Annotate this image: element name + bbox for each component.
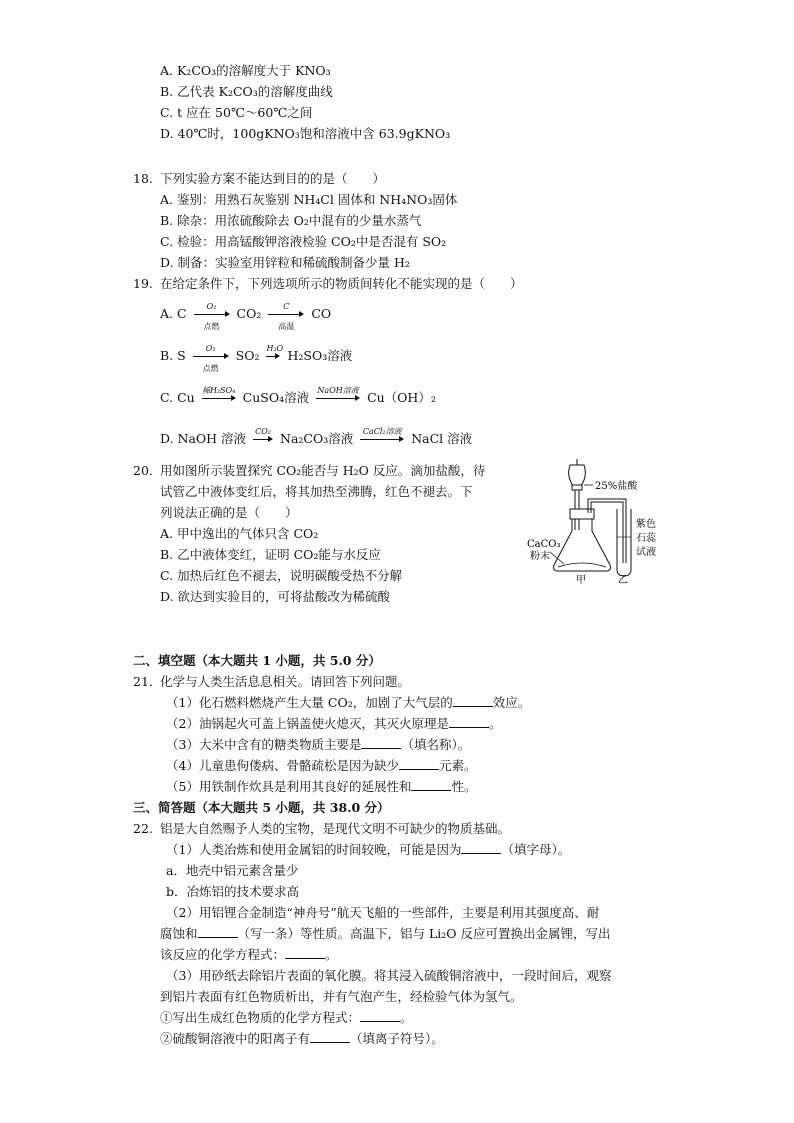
q21-item-5 <box>166 778 476 795</box>
q20-option-b: B. 乙中液体变红，证明 CO₂能与水反应 <box>160 547 381 562</box>
q21-item-5-text: （5）用铁制作炊具是利用其良好的延展性和 <box>166 779 412 794</box>
tube-label: 乙 <box>618 575 628 585</box>
q19-option-d <box>160 427 473 448</box>
q19d-start: D. NaOH 溶液 <box>160 431 247 446</box>
arrow-condition-top: C <box>283 302 290 311</box>
arrow-condition-bottom: 高温 <box>278 322 295 331</box>
answer-blank[interactable] <box>411 778 451 791</box>
q19b-start: B. S <box>160 348 186 363</box>
q21-item-3 <box>166 736 470 753</box>
arrow-condition-top: H₂O <box>266 344 284 353</box>
reaction-arrow <box>193 344 229 373</box>
q21-item-2-text: （2）油锅起火可盖上锅盖使火熄灭，其灭火原理是 <box>166 716 449 731</box>
q18-option-d: D. 制备：实验室用锌粒和稀硫酸制备少量 H₂ <box>160 255 410 270</box>
flask-label: 甲 <box>576 575 586 585</box>
section-fill-blank-title: 二、填空题（本大题共 1 小题，共 5.0 分） <box>133 653 381 668</box>
reaction-arrow <box>360 427 404 448</box>
q20-option-c: C. 加热后红色不褪去，说明碳酸受热不分解 <box>160 568 403 583</box>
q19c-middle: CuSO₄溶液 <box>242 390 310 405</box>
reaction-arrow <box>201 386 236 407</box>
q22-stem: 铝是大自然赐予人类的宝物，是现代文明不可缺少的物质基础。 <box>160 821 511 836</box>
q21-item-4-tail: 元素。 <box>438 758 477 773</box>
q22-part-2-text: 腐蚀和 <box>160 926 198 941</box>
q22-part-3-line1: （3）用砂纸去除铝片表面的氧化膜。将其浸入硫酸铜溶液中，一段时间后，观察 <box>166 968 612 983</box>
q21-item-4-text: （4）儿童患佝偻病、骨骼疏松是因为缺少 <box>166 758 399 773</box>
q19-option-c <box>160 386 436 407</box>
acid-label: 25%盐酸 <box>595 481 638 492</box>
indicator-label-3: 试液 <box>636 547 656 558</box>
q20-option-a: A. 甲中逸出的气体只含 CO₂ <box>160 526 319 541</box>
q18-option-a: A. 鉴别：用熟石灰鉴别 NH₄Cl 固体和 NH₄NO₃固体 <box>160 192 458 207</box>
answer-blank[interactable] <box>310 1030 350 1043</box>
solid-label-line2: 粉末 <box>530 551 550 562</box>
arrow-condition-top: 稀H₂SO₄ <box>201 386 236 395</box>
answer-blank[interactable] <box>461 841 501 854</box>
q19-option-b <box>160 344 353 373</box>
q21-item-4 <box>166 757 476 774</box>
q22-part-1-text: （1）人类冶炼和使用金属铝的时间较晚，可能是因为 <box>166 842 462 857</box>
arrow-condition-top: NaOH溶液 <box>317 386 359 395</box>
q21-item-5-tail: 性。 <box>451 779 477 794</box>
arrow-condition-top: CaCl₂溶液 <box>362 427 402 436</box>
answer-blank[interactable] <box>198 925 238 938</box>
q19-stem: 在给定条件下，下列选项所示的物质间转化不能实现的是（ ） <box>160 276 523 291</box>
q17-option-b: B. 乙代表 K₂CO₃的溶解度曲线 <box>160 84 333 99</box>
q22-part-3-sub2 <box>160 1030 444 1047</box>
q21-item-2 <box>166 715 501 732</box>
q17-option-c: C. t 应在 50℃～60℃之间 <box>160 105 313 120</box>
q19-number: 19. <box>133 276 153 291</box>
q17-option-a: A. K₂CO₃的溶解度大于 KNO₃ <box>160 63 331 78</box>
arrow-condition-top: CO₂ <box>255 427 271 436</box>
indicator-label-2: 石蕊 <box>636 533 656 544</box>
q21-item-1 <box>166 694 530 711</box>
q22-part-3-sub1-end: 。 <box>400 1010 413 1025</box>
q19-option-a <box>160 302 332 331</box>
q19b-middle: SO₂ <box>235 348 260 363</box>
indicator-label-1: 紫色 <box>636 519 656 530</box>
q20-stem-line3: 列说法正确的是（ ） <box>160 505 298 520</box>
q18-option-b: B. 除杂：用浓硫酸除去 O₂中混有的少量水蒸气 <box>160 213 422 228</box>
q22-part-1-tail: （填字母）。 <box>501 842 571 857</box>
q19d-middle: Na₂CO₃溶液 <box>280 431 354 446</box>
q22-part-3-sub2-text: ②硫酸铜溶液中的阳离子有 <box>160 1031 311 1046</box>
reaction-arrow <box>194 302 230 331</box>
q21-item-1-tail: 效应。 <box>492 695 531 710</box>
q22-choice-b: b．冶炼铝的技术要求高 <box>166 884 300 899</box>
q19d-end: NaCl 溶液 <box>411 431 473 446</box>
solid-label-line1: CaCO₃ <box>527 539 561 550</box>
q22-part-2-end: 。 <box>325 947 338 962</box>
answer-blank[interactable] <box>399 757 439 770</box>
q18-option-c: C. 检验：用高锰酸钾溶液检验 CO₂中是否混有 SO₂ <box>160 234 447 249</box>
reaction-arrow <box>316 386 360 407</box>
q18-stem: 下列实验方案不能达到目的的是（ ） <box>160 171 386 186</box>
q19c-end: Cu（OH）₂ <box>367 390 436 405</box>
q22-part-3-sub1-text: ①写出生成红色物质的化学方程式： <box>160 1010 361 1025</box>
answer-blank[interactable] <box>360 1009 400 1022</box>
q22-part-2-line3 <box>160 946 338 963</box>
q22-part-3-sub1 <box>160 1009 413 1026</box>
section-short-answer-title: 三、简答题（本大题共 5 小题，共 38.0 分） <box>133 800 390 815</box>
q22-part-3-sub2-tail: （填离子符号）。 <box>350 1031 444 1046</box>
q22-part-1 <box>166 841 570 858</box>
q22-part-2-line2 <box>160 925 611 942</box>
q22-part-2-line1: （2）用铝锂合金制造“神舟号”航天飞船的一些部件，主要是利用其强度高、耐 <box>166 905 600 920</box>
q19c-start: C. Cu <box>160 390 195 405</box>
q20-stem-line2: 试管乙中液体变红后，将其加热至沸腾，红色不褪去。下 <box>160 484 473 499</box>
reaction-arrow <box>253 427 273 448</box>
q22-number: 22. <box>133 821 153 836</box>
answer-blank[interactable] <box>449 715 489 728</box>
q19a-end: CO <box>311 306 332 321</box>
q22-part-2-tail: （写一条）等性质。高温下，铝与 Li₂O 反应可置换出金属锂，写出 <box>237 926 611 941</box>
answer-blank[interactable] <box>285 946 325 959</box>
answer-blank[interactable] <box>361 736 401 749</box>
reaction-arrow <box>266 344 284 365</box>
q22-choice-a: a．地壳中铝元素含量少 <box>166 863 299 878</box>
answer-blank[interactable] <box>453 694 493 707</box>
q21-number: 21. <box>133 674 153 689</box>
q21-item-1-text: （1）化石燃料燃烧产生大量 CO₂，加剧了大气层的 <box>166 695 453 710</box>
q19a-middle: CO₂ <box>236 306 262 321</box>
arrow-condition-bottom: 点燃 <box>202 364 219 373</box>
apparatus-figure <box>520 455 665 585</box>
q17-option-d: D. 40℃时，100gKNO₃饱和溶液中含 63.9gKNO₃ <box>160 126 451 141</box>
q21-stem: 化学与人类生活息息相关。请回答下列问题。 <box>160 674 411 689</box>
q19b-end: H₂SO₃溶液 <box>287 348 353 363</box>
reaction-arrow <box>268 302 304 331</box>
q19a-start: A. C <box>160 306 187 321</box>
q18-number: 18. <box>133 171 153 186</box>
q21-item-3-text: （3）大米中含有的糖类物质主要是 <box>166 737 362 752</box>
q21-item-3-tail: （填名称）。 <box>401 737 471 752</box>
arrow-condition-top: O₂ <box>206 302 217 311</box>
q22-part-3-line2: 到铝片表面有红色物质析出，并有气泡产生，经检验气体为氢气。 <box>160 989 523 1004</box>
q20-option-d: D. 欲达到实验目的，可将盐酸改为稀硫酸 <box>160 589 391 604</box>
arrow-condition-bottom: 点燃 <box>203 322 220 331</box>
q21-item-2-tail: 。 <box>488 716 502 731</box>
q22-part-2-equation-prompt: 该反应的化学方程式： <box>160 947 286 962</box>
arrow-condition-top: O₂ <box>205 344 216 353</box>
q20-number: 20. <box>133 463 153 478</box>
q20-stem-line1: 用如图所示装置探究 CO₂能否与 H₂O 反应。滴加盐酸，待 <box>160 463 486 478</box>
